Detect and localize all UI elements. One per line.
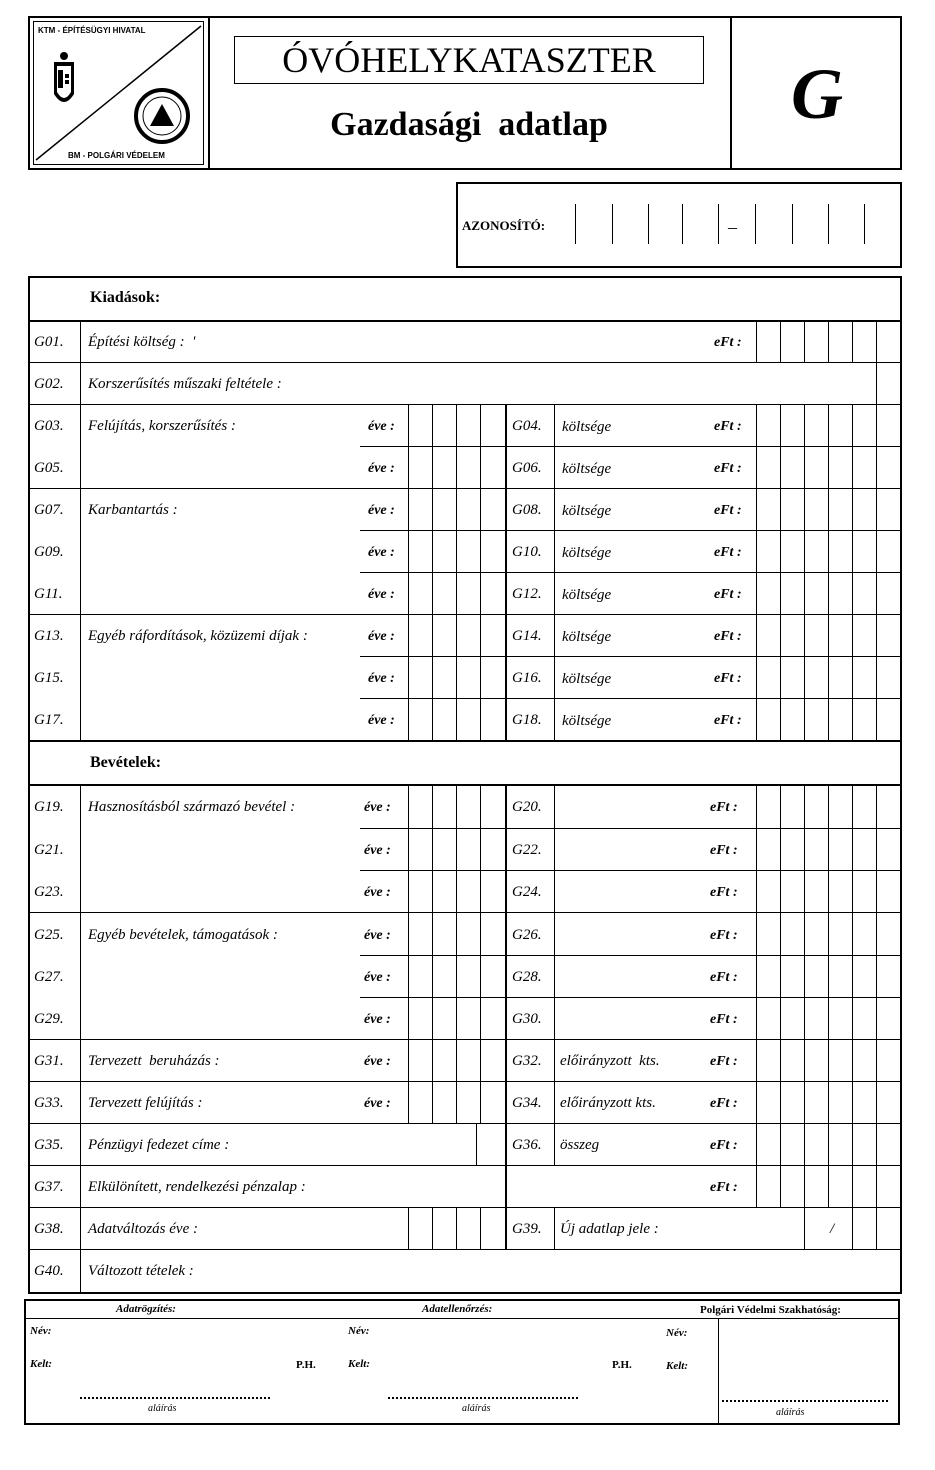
unit-year: éve : xyxy=(368,671,395,686)
cell-line xyxy=(828,404,829,741)
cell-line xyxy=(804,321,805,363)
row-code: G07. xyxy=(34,502,64,518)
cell-line xyxy=(852,321,853,363)
unit-eft: eFt : xyxy=(714,335,742,350)
row-line xyxy=(360,955,902,956)
row-code: G08. xyxy=(512,502,542,518)
row-label: Felújítás, korszerűsítés : xyxy=(88,418,236,434)
signature-name-label: Név: xyxy=(666,1327,688,1339)
cell-line xyxy=(876,785,877,1250)
row-code: G22. xyxy=(512,842,542,858)
row-line xyxy=(28,488,902,489)
cell-line xyxy=(804,404,805,741)
row-label: Adatváltozás éve : xyxy=(88,1221,198,1237)
row-line xyxy=(28,1081,902,1082)
cell-line xyxy=(828,321,829,363)
row-line xyxy=(360,997,902,998)
row-code: G06. xyxy=(512,460,542,476)
row-line xyxy=(360,530,902,531)
row-label: költsége xyxy=(562,713,612,729)
signature-line[interactable] xyxy=(388,1397,578,1399)
row-line xyxy=(360,870,902,871)
cell-line xyxy=(554,1207,555,1250)
row-label: költsége xyxy=(562,671,612,687)
unit-year: éve : xyxy=(364,970,391,985)
coat-of-arms-icon xyxy=(54,52,74,102)
cell-line xyxy=(780,785,781,1208)
unit-eft: eFt : xyxy=(714,671,742,686)
row-code: G33. xyxy=(34,1095,64,1111)
row-code: G24. xyxy=(512,884,542,900)
signature-caption: aláírás xyxy=(148,1403,177,1414)
logo-bottom-text: BM - POLGÁRI VÉDELEM xyxy=(68,151,165,160)
identifier-tick xyxy=(864,204,865,244)
row-code: G13. xyxy=(34,628,64,644)
row-line xyxy=(360,446,902,447)
cell-line xyxy=(756,404,757,741)
unit-eft: eFt : xyxy=(710,1054,738,1069)
identifier-tick xyxy=(828,204,829,244)
row-label: Pénzügyi fedezet címe : xyxy=(88,1137,230,1153)
cell-line xyxy=(828,785,829,1208)
logo-diagonal xyxy=(34,22,203,164)
stamp-label: P.H. xyxy=(296,1359,316,1371)
row-label: költsége xyxy=(562,419,612,435)
row-code: G31. xyxy=(34,1053,64,1069)
row-line xyxy=(28,1039,902,1040)
signature-line[interactable] xyxy=(722,1400,888,1402)
identifier-tick xyxy=(575,204,576,244)
row-code: G19. xyxy=(34,799,64,815)
row-code: G02. xyxy=(34,376,64,392)
cell-line xyxy=(408,404,409,741)
row-code: G10. xyxy=(512,544,542,560)
signature-date-label: Kelt: xyxy=(348,1358,370,1370)
row-line xyxy=(28,1165,902,1166)
row-line xyxy=(28,614,902,615)
identifier-tick xyxy=(792,204,793,244)
cell-line xyxy=(780,404,781,741)
unit-eft: eFt : xyxy=(714,419,742,434)
identifier-tick xyxy=(718,204,719,244)
unit-year: éve : xyxy=(364,800,391,815)
row-label: Egyéb ráfordítások, közüzemi díjak : xyxy=(88,628,308,644)
unit-eft: eFt : xyxy=(710,1138,738,1153)
row-code: G34. xyxy=(512,1095,542,1111)
logo-top-text: KTM - ÉPÍTÉSÜGYI HIVATAL xyxy=(38,26,146,35)
cell-line xyxy=(432,404,433,741)
unit-eft: eFt : xyxy=(710,1180,738,1195)
row-code: G30. xyxy=(512,1011,542,1027)
row-label: előirányzott kts. xyxy=(560,1053,660,1069)
form-title: ÓVÓHELYKATASZTER xyxy=(282,40,656,80)
row-code: G17. xyxy=(34,712,64,728)
cell-line xyxy=(432,1207,433,1250)
signature-date-label: Kelt: xyxy=(666,1360,688,1372)
row-code: G40. xyxy=(34,1263,64,1279)
unit-year: éve : xyxy=(368,419,395,434)
unit-eft: eFt : xyxy=(710,843,738,858)
form-subtitle: Gazdasági adatlap xyxy=(330,106,608,143)
unit-eft: eFt : xyxy=(710,1012,738,1027)
unit-eft: eFt : xyxy=(710,885,738,900)
cell-line xyxy=(476,1123,477,1166)
signature-col-divider xyxy=(718,1318,719,1424)
row-code: G04. xyxy=(512,418,542,434)
cell-line xyxy=(432,785,433,1124)
row-label: költsége xyxy=(562,503,612,519)
unit-eft: eFt : xyxy=(714,461,742,476)
signature-line[interactable] xyxy=(80,1397,270,1399)
unit-year: éve : xyxy=(368,713,395,728)
row-code: G28. xyxy=(512,969,542,985)
row-label: költsége xyxy=(562,587,612,603)
unit-year: éve : xyxy=(368,461,395,476)
unit-eft: eFt : xyxy=(710,928,738,943)
cell-line xyxy=(408,1207,409,1250)
row-label: Elkülönített, rendelkezési pénzalap : xyxy=(88,1179,306,1195)
row-code: G16. xyxy=(512,670,542,686)
cell-line xyxy=(852,785,853,1250)
signature-header-line xyxy=(24,1318,900,1319)
row-code: G27. xyxy=(34,969,64,985)
header-divider xyxy=(208,16,210,170)
civil-defense-icon xyxy=(136,90,188,142)
row-code: G20. xyxy=(512,799,542,815)
row-code: G01. xyxy=(34,334,64,350)
row-code: G12. xyxy=(512,586,542,602)
row-line xyxy=(28,1207,902,1208)
row-label: Tervezett felújítás : xyxy=(88,1095,203,1111)
cell-line xyxy=(505,785,507,1250)
unit-eft: eFt : xyxy=(710,1096,738,1111)
cell-line xyxy=(408,785,409,1124)
section-divider xyxy=(28,740,902,742)
row-label: Karbantartás : xyxy=(88,502,178,518)
identifier-tick xyxy=(755,204,756,244)
signature-name-label: Név: xyxy=(30,1325,52,1337)
row-label: költsége xyxy=(562,629,612,645)
row-code: G32. xyxy=(512,1053,542,1069)
cell-line xyxy=(480,404,481,741)
row-label: Korszerűsítés műszaki feltétele : xyxy=(88,376,282,392)
row-code: G26. xyxy=(512,927,542,943)
row-label: költsége xyxy=(562,461,612,477)
identifier-dash: – xyxy=(728,217,737,237)
row-code: G05. xyxy=(34,460,64,476)
unit-eft: eFt : xyxy=(710,970,738,985)
unit-year: éve : xyxy=(364,1054,391,1069)
unit-eft: eFt : xyxy=(714,503,742,518)
cell-line xyxy=(876,321,877,405)
row-label: Tervezett beruházás : xyxy=(88,1053,220,1069)
row-code: G14. xyxy=(512,628,542,644)
identifier-tick xyxy=(612,204,613,244)
cell-line xyxy=(456,785,457,1124)
row-line xyxy=(360,656,902,657)
row-line xyxy=(360,828,902,829)
row-code: G36. xyxy=(512,1137,542,1153)
logo-box xyxy=(33,21,204,165)
unit-eft: eFt : xyxy=(714,629,742,644)
row-code: G37. xyxy=(34,1179,64,1195)
unit-year: éve : xyxy=(364,1012,391,1027)
cell-line xyxy=(480,1207,481,1250)
row-line xyxy=(28,404,902,405)
row-label: előirányzott kts. xyxy=(560,1095,656,1111)
unit-eft: eFt : xyxy=(714,587,742,602)
row-code: G09. xyxy=(34,544,64,560)
row-label: összeg xyxy=(560,1137,600,1153)
unit-year: éve : xyxy=(364,1096,391,1111)
signature-caption: aláírás xyxy=(462,1403,491,1414)
cell-line xyxy=(756,321,757,363)
cell-line xyxy=(480,785,481,1124)
row-code: G39. xyxy=(512,1221,542,1237)
section-expenses: Kiadások: xyxy=(90,289,161,306)
signature-caption: aláírás xyxy=(776,1407,805,1418)
unit-year: éve : xyxy=(368,503,395,518)
signature-heading: Adatellenőrzés: xyxy=(422,1303,493,1315)
unit-year: éve : xyxy=(368,629,395,644)
row-line xyxy=(360,698,902,699)
identifier-label: AZONOSÍTÓ: xyxy=(462,218,546,233)
identifier-tick xyxy=(648,204,649,244)
signature-date-label: Kelt: xyxy=(30,1358,52,1370)
identifier-tick xyxy=(682,204,683,244)
signature-heading: Adatrögzítés: xyxy=(116,1303,176,1315)
row-line xyxy=(28,1123,902,1124)
unit-eft: eFt : xyxy=(710,800,738,815)
row-code: G23. xyxy=(34,884,64,900)
cell-line xyxy=(804,785,805,1250)
row-code: G21. xyxy=(34,842,64,858)
row-label: Új adatlap jele : xyxy=(560,1221,659,1237)
row-label: költsége xyxy=(562,545,612,561)
row-line xyxy=(360,572,902,573)
row-code: G35. xyxy=(34,1137,64,1153)
unit-year: éve : xyxy=(364,928,391,943)
row-code: G03. xyxy=(34,418,64,434)
cell-line xyxy=(554,785,555,1166)
unit-year: éve : xyxy=(364,885,391,900)
row-code: G18. xyxy=(512,712,542,728)
cell-line xyxy=(456,1207,457,1250)
row-line xyxy=(28,362,902,363)
cell-line xyxy=(780,321,781,363)
unit-year: éve : xyxy=(368,545,395,560)
section-income: Bevételek: xyxy=(90,754,162,771)
identifier-field[interactable] xyxy=(572,204,872,248)
section-divider xyxy=(28,320,902,322)
stamp-label: P.H. xyxy=(612,1359,632,1371)
cell-line xyxy=(456,404,457,741)
row-code: G11. xyxy=(34,586,63,602)
row-code: G15. xyxy=(34,670,64,686)
row-label: Építési költség : ' xyxy=(88,334,196,350)
code-column-line xyxy=(80,321,81,741)
row-code: G25. xyxy=(34,927,64,943)
form-letter: G xyxy=(791,54,843,134)
cell-line xyxy=(876,404,877,741)
row-label: Hasznosításból származó bevétel : xyxy=(88,799,296,815)
row-code: G38. xyxy=(34,1221,64,1237)
signature-heading: Polgári Védelmi Szakhatóság: xyxy=(700,1304,841,1316)
row-label: Változott tételek : xyxy=(88,1263,194,1279)
row-line xyxy=(28,912,902,913)
cell-line xyxy=(554,404,555,741)
slash-mark: / xyxy=(830,1221,835,1237)
unit-year: éve : xyxy=(364,843,391,858)
unit-year: éve : xyxy=(368,587,395,602)
cell-line xyxy=(505,404,507,741)
unit-eft: eFt : xyxy=(714,713,742,728)
section-divider xyxy=(28,784,902,786)
cell-line xyxy=(756,785,757,1208)
row-line xyxy=(28,1249,902,1250)
row-code: G29. xyxy=(34,1011,64,1027)
row-label: Egyéb bevételek, támogatások : xyxy=(88,927,278,943)
signature-name-label: Név: xyxy=(348,1325,370,1337)
cell-line xyxy=(852,404,853,741)
unit-eft: eFt : xyxy=(714,545,742,560)
